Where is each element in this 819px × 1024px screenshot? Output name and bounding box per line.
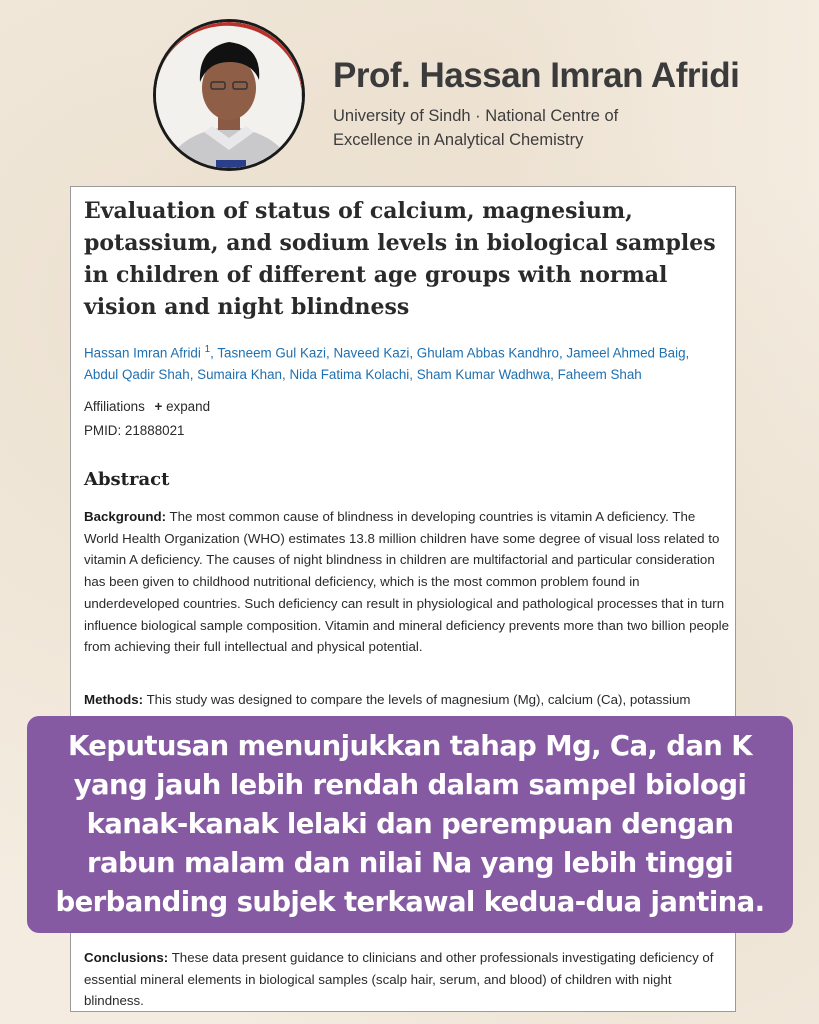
author-list — [84, 339, 724, 386]
summary-banner-text: Keputusan menunjukkan tahap Mg, Ca, dan K yang jauh lebih rendah dalam sampel biologi kanak-kanak lelaki dan perempuan dengan rabun malam dan nilai Na yang lebih tinggi berbanding subjek terkawal kedua-dua jantina. — [55, 730, 765, 918]
background-text: The most common cause of blindness in developing countries is vitamin A deficiency. The World Health Organization (WHO) estimates 13.8 million children have some degree of visual loss related to vitamin A deficiency. The causes of night blindness in children are multifactorial and particular consideration has been given to childhood nutritional deficiency, which is the most common problem found in underdeveloped countries. Such deficiency can result in physiological and pathological processes that in turn influence biological sample composition. Vitamin and mineral deficiency prevents more than two billion people from achieving their full intellectual and physical potential. — [84, 509, 730, 655]
conclusions-text: These data present guidance to clinicians and other professionals investigating deficiency of essential mineral elements in biological samples (scalp hair, serum, and blood) of children with night blindness. — [84, 950, 714, 1009]
paper-meta — [84, 395, 210, 443]
abstract-conclusions — [84, 947, 729, 1012]
profile-affiliation: University of Sindh · National Centre of Excellence in Analytical Chemistry — [333, 107, 619, 149]
paper-title: Evaluation of status of calcium, magnesium, potassium, and sodium levels in biological samples in children of different age groups with normal vision and night blindness — [84, 198, 716, 320]
expand-label: expand — [166, 399, 211, 414]
avatar-accent-ring — [153, 19, 305, 171]
methods-label: Methods: — [84, 692, 144, 707]
methods-text: This study was designed to compare the levels of magnesium (Mg), calcium (Ca), potassium — [146, 692, 691, 707]
expand-affiliations-button[interactable] — [149, 399, 211, 414]
author-links[interactable]: , Tasneem Gul Kazi, Naveed Kazi, Ghulam Abbas Kandhro, Jameel Ahmed Baig, Abdul Qadir Shah, Sumaira Khan, Nida Fatima Kolachi, Sham Kumar Wadhwa, Faheem Shah — [84, 345, 690, 383]
conclusions-label: Conclusions: — [84, 950, 169, 965]
pmid: PMID: 21888021 — [84, 423, 185, 438]
author-link-primary[interactable]: Hassan Imran Afridi — [84, 345, 201, 361]
profile-name: Prof. Hassan Imran Afridi — [333, 56, 740, 95]
background-label: Background: — [84, 509, 167, 524]
plus-icon: + — [154, 399, 163, 414]
affiliation-superscript[interactable]: 1 — [204, 344, 211, 355]
summary-banner — [27, 716, 793, 933]
abstract-methods — [84, 689, 729, 711]
profile-photo — [153, 19, 305, 171]
abstract-heading: Abstract — [84, 469, 170, 490]
abstract-background — [84, 506, 729, 658]
affiliations-label: Affiliations — [84, 399, 145, 414]
